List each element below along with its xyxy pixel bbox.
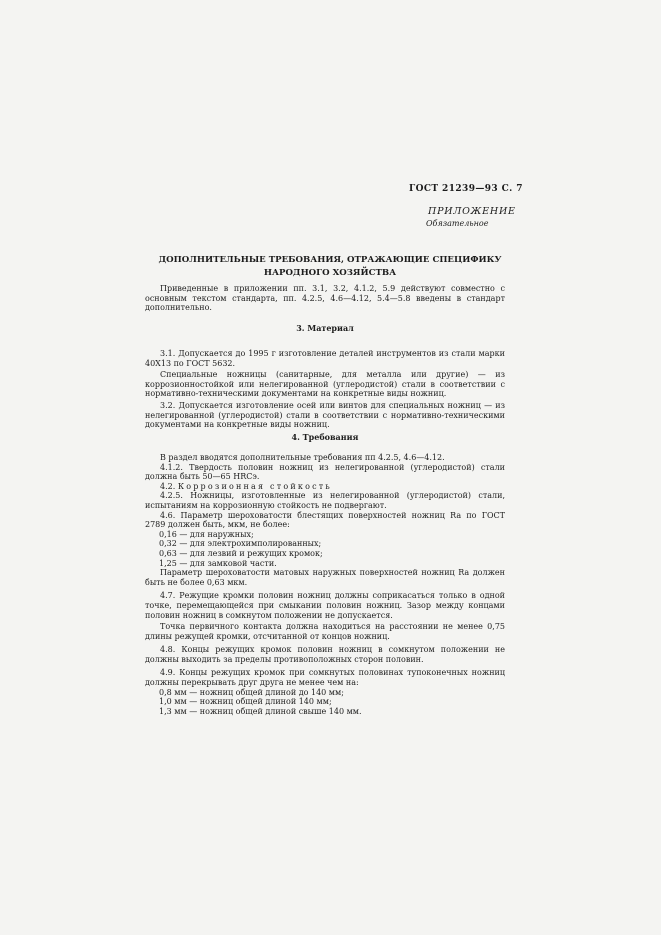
list-item: 1,0 мм — ножниц общей длиной 140 мм; [159, 697, 332, 707]
list-item: 0,32 — для электрохимполированных; [159, 539, 322, 549]
section-3-body [145, 349, 505, 430]
title-line-1: ДОПОЛНИТЕЛЬНЫЕ ТРЕБОВАНИЯ, ОТРАЖАЮЩИЕ СПЕЦИФИКУ [158, 255, 502, 265]
paragraph-4-7-contact: Точка первичного контакта должна находиться на расстоянии не менее 0,75 длины режущей кромки, отсчитанной от концов ножниц. [145, 622, 505, 641]
intro-paragraph: Приведенные в приложении пп. 3.1, 3.2, 4.1.2, 5.9 действуют совместно с основным текстом стандарта, пп. 4.2.5, 4.6—4.12, 5.4—5.8 введены в стандарт дополнительно. [145, 284, 505, 313]
paragraph-4-6-matte: Параметр шероховатости матовых наружных поверхностей ножниц Ra должен быть не более 0,63 мкм. [145, 568, 505, 587]
appendix-label: ПРИЛОЖЕНИЕ [428, 206, 516, 217]
paragraph-4-7: 4.7. Режущие кромки половин ножниц должны соприкасаться только в одной точке, перемещающейся при смыкании половин ножниц. Зазор между концами половин ножниц в сомкнутом положении не допускается. [145, 591, 505, 620]
intro-block [145, 284, 505, 313]
paragraph-3-1: 3.1. Допускается до 1995 г изготовление деталей инструментов из стали марки 40Х13 по ГОСТ 5632. [145, 349, 505, 368]
paragraph-4-8: 4.8. Концы режущих кромок половин ножниц в сомкнутом положении не должны выходить за пределы противоположных сторон половин. [145, 645, 505, 664]
paragraph-4-2 [145, 482, 505, 492]
paragraph-4-2-label: Коррозионная стойкость [177, 481, 332, 491]
document-id: ГОСТ 21239—93 С. 7 [409, 184, 523, 194]
section-4-heading: 4. Требования [291, 432, 359, 442]
list-item: 1,3 мм — ножниц общей длиной свыше 140 мм. [159, 706, 362, 716]
paragraph-4-1-2: 4.1.2. Твердость половин ножниц из нелегированной (углеродистой) стали должна быть 50—65 HRCэ. [145, 462, 505, 482]
appendix-status: Обязательное [426, 219, 489, 228]
section-4-body [145, 453, 505, 716]
title-line-2: НАРОДНОГО ХОЗЯЙСТВА [263, 268, 397, 278]
page-title [120, 254, 540, 280]
list-item: 0,16 — для наружных; [159, 529, 254, 539]
paragraph-4-intro: В раздел вводятся дополнительные требования пп 4.2.5, 4.6—4.12. [160, 453, 445, 462]
section-3-heading: 3. Материал [296, 323, 354, 333]
paragraph-3-2: 3.2. Допускается изготовление осей или винтов для специальных ножниц — из нелегированной (углеродистой) стали в соответствии с нормативно-техническими документами на конкретные виды ножниц. [145, 400, 505, 430]
paragraph-3-1-special: Специальные ножницы (санитарные, для металла или другие) — из коррозионностойкой или нелегированной (углеродистой) стали в соответствии с нормативно-техническими документами на конкретные виды ножниц. [145, 370, 505, 399]
paragraph-4-2-number: 4.2. [160, 481, 176, 491]
paragraph-4-6: 4.6. Параметр шероховатости блестящих поверхностей ножниц Ra по ГОСТ 2789 должен быть, мкм, не более: [145, 510, 505, 530]
paragraph-4-2-5: 4.2.5. Ножницы, изготовленные из нелегированной (углеродистой) стали, испытаниям на коррозионную стойкость не подвергают. [145, 491, 505, 510]
list-item: 0,63 — для лезвий и режущих кромок; [159, 548, 323, 558]
list-item: 1,25 — для замковой части. [159, 558, 277, 568]
paragraph-4-9: 4.9. Концы режущих кромок при сомкнутых половинах тупоконечных ножниц должны перекрывать друг друга не менее чем на: [145, 668, 505, 688]
list-item: 0,8 мм — ножниц общей длиной до 140 мм; [159, 687, 344, 697]
